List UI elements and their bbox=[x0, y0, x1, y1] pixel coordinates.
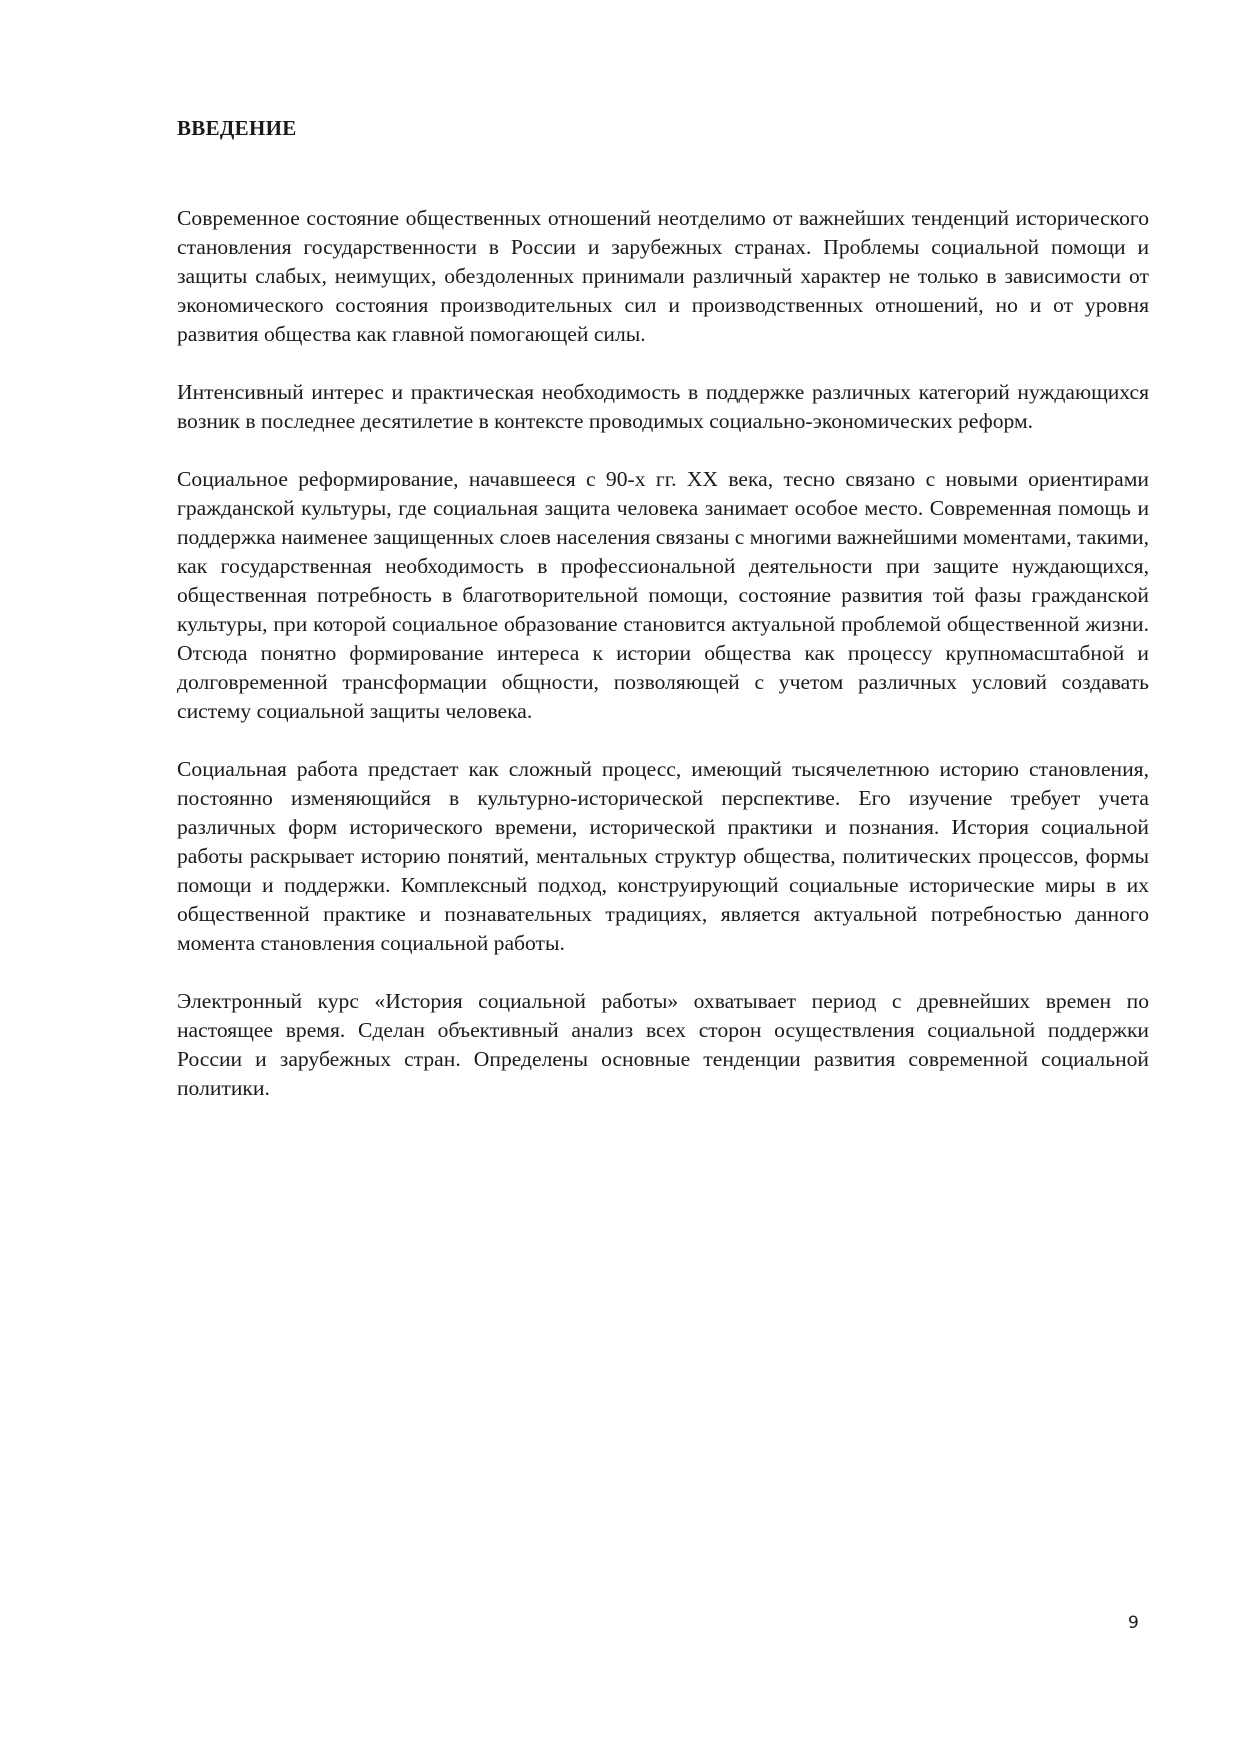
paragraph-5: Электронный курс «История социальной работы» охватывает период с древнейших времен по настоящее время. Сделан объективный анализ всех сторон осуществления социальной поддержки России и зарубежных стран. Определены основные тенденции развития современной социальной политики. bbox=[177, 989, 1149, 1100]
body-text bbox=[177, 204, 1149, 1132]
section-heading: ВВЕДЕНИЕ bbox=[177, 116, 297, 140]
paragraph-3: Социальное реформирование, начавшееся с 90-х гг. XX века, тесно связано с новыми ориентирами гражданской культуры, где социальная защита человека занимает особое место. Современная помощь и поддержка наименее защищенных слоев населения связаны с многими важнейшими моментами, такими, как государственная необходимость в профессиональной деятельности при защите нуждающихся, общественная потребность в благотворительной помощи, состояние развития той фазы гражданской культуры, при которой социальное образование становится актуальной проблемой общественной жизни. Отсюда понятно формирование интереса к истории общества как процессу крупномасштабной и долговременной трансформации общности, позволяющей с учетом различных условий создавать систему социальной защиты человека. bbox=[177, 467, 1149, 723]
paragraph-1: Современное состояние общественных отношений неотделимо от важнейших тенденций исторического становления государственности в России и зарубежных странах. Проблемы социальной помощи и защиты слабых, неимущих, обездоленных принимали различный характер не только в зависимости от экономического состояния производительных сил и производственных отношений, но и от уровня развития общества как главной помогающей силы. bbox=[177, 206, 1149, 346]
paragraph-4: Социальная работа предстает как сложный процесс, имеющий тысячелетнюю историю становления, постоянно изменяющийся в культурно-исторической перспективе. Его изучение требует учета различных форм исторического времени, исторической практики и познания. История социальной работы раскрывает историю понятий, ментальных структур общества, политических процессов, формы помощи и поддержки. Комплексный подход, конструирующий социальные исторические миры в их общественной практике и познавательных традициях, является актуальной потребностью данного момента становления социальной работы. bbox=[177, 757, 1149, 955]
paragraph-2: Интенсивный интерес и практическая необходимость в поддержке различных категорий нуждающихся возник в последнее десятилетие в контексте проводимых социально-экономических реформ. bbox=[177, 380, 1149, 433]
page-number: 9 bbox=[1128, 1613, 1139, 1633]
